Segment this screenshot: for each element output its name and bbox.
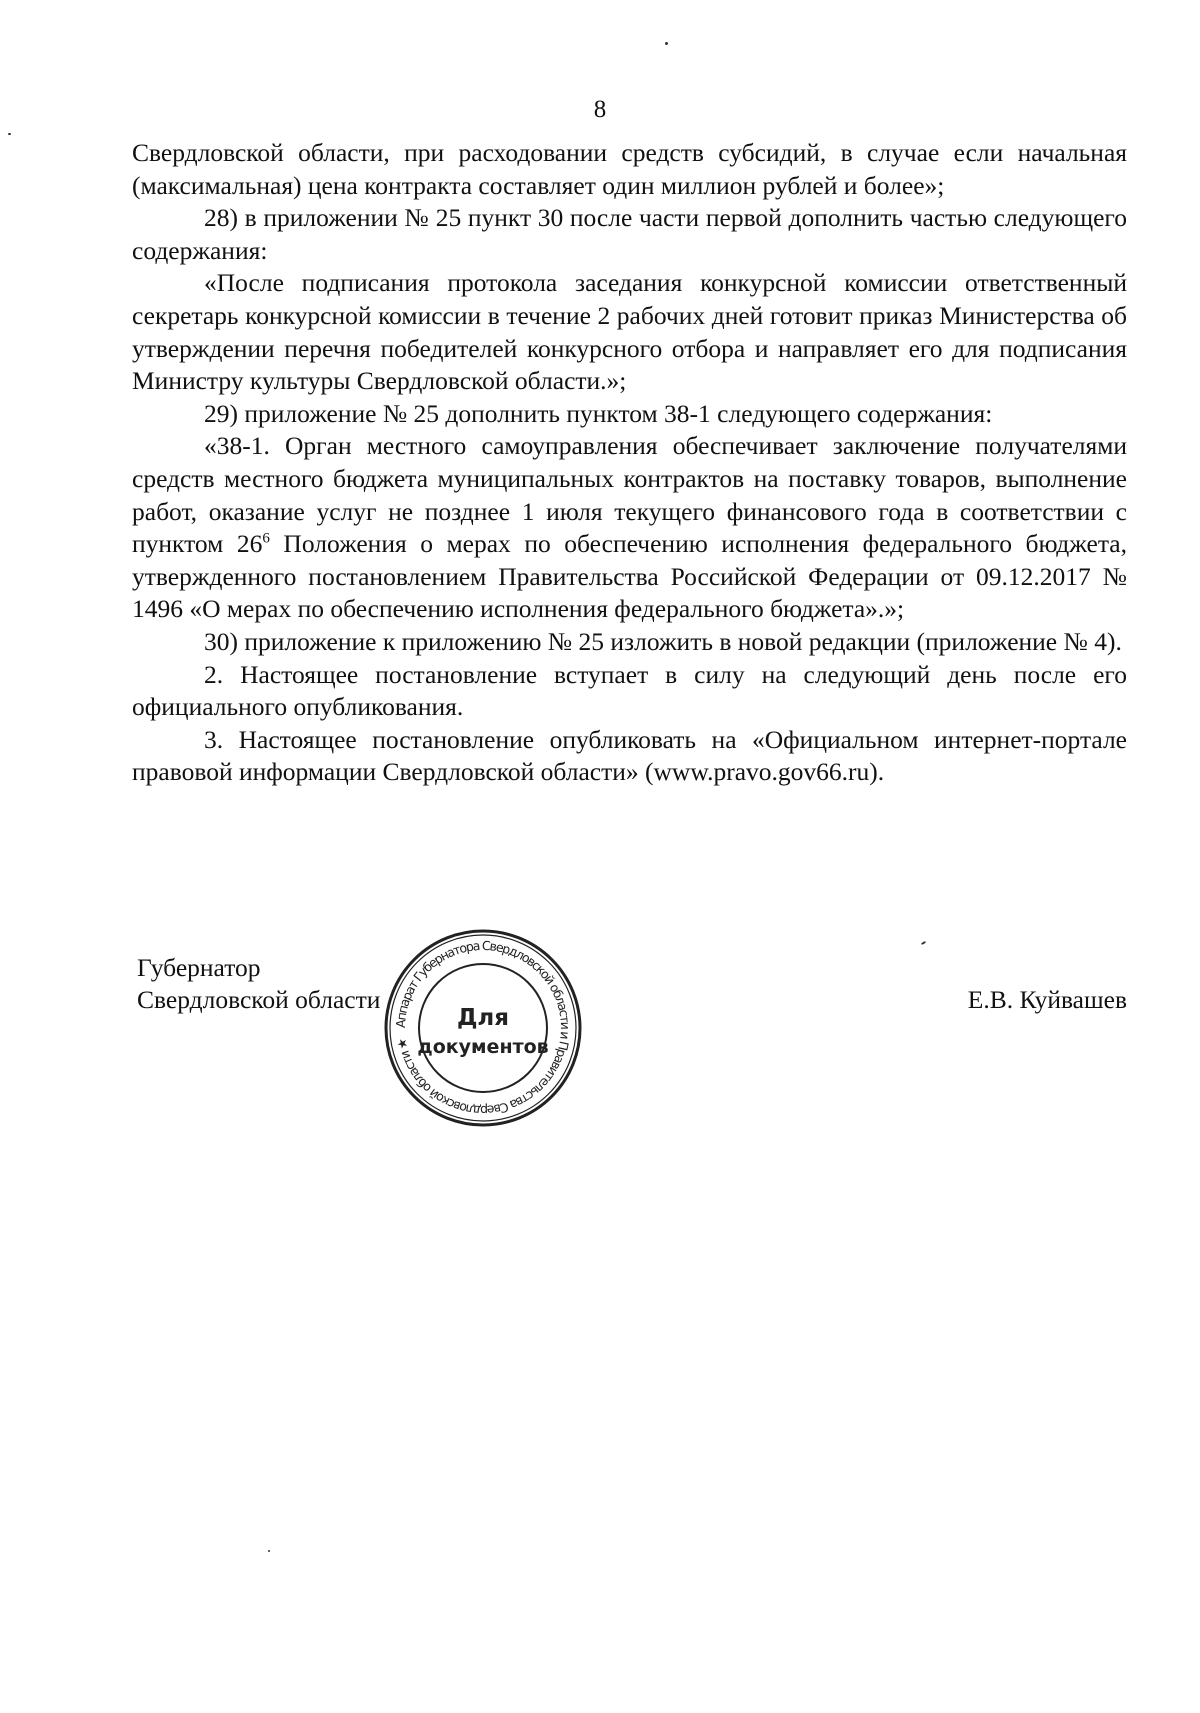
quote-38-1-text-before: «38-1. Орган местного самоуправления обеспечивает заключение получателями средств местного бюджета муниципальных контрактов на поставку товаров, выполнение работ, оказание услуг не позднее 1 июля текущего финансового года в соответствии с пунктом 26: [132, 431, 1127, 559]
stamp-seal-icon: [383, 928, 583, 1128]
document-stamp: [383, 928, 583, 1128]
stamp-center-line2: документов: [417, 1036, 549, 1058]
paragraph-item-29: 29) приложение № 25 дополнить пунктом 38-1 следующего содержания:: [204, 398, 993, 428]
quote-38-1-text-after: Положения о мерах по обеспечению исполнения федерального бюджета, утвержденного постановлением Правительства Российской Федерации от 09.12.2017 № 1496 «О мерах по обеспечению исполнения федерального бюджета».»;: [132, 529, 1127, 624]
paragraph-continuation: Свердловской области, при расходовании средств субсидий, в случае если начальная (максимальная) цена контракта составляет один миллион рублей и более»;: [132, 138, 1127, 200]
paragraph-clause-2: 2. Настоящее постановление вступает в силу на следующий день после его официального опубликования.: [132, 659, 1127, 722]
signature-title-line1: Губернатор: [137, 953, 261, 982]
stamp-ring-text: Аппарат Губернатора Свердловской области и Правительства Свердловской области ★: [392, 937, 574, 1119]
paragraph-item-30: 30) приложение к приложению № 25 изложить в новой редакции (приложение № 4).: [204, 626, 1122, 656]
scan-speck: [665, 42, 668, 45]
scan-speck: [921, 941, 926, 945]
signature-name: Е.В. Куйвашев: [967, 985, 1127, 1014]
page-number: 8: [593, 96, 607, 123]
paragraph-quote-28: «После подписания протокола заседания конкурсной комиссии ответственный секретарь конкурсной комиссии в течение 2 рабочих дней готовит приказ Министерства об утверждении перечня победителей конкурсного отбора и направляет его для подписания Министру культуры Свердловской области.»;: [132, 268, 1127, 396]
paragraph-item-28: 28) в приложении № 25 пункт 30 после части первой дополнить частью следующего содержания:: [132, 203, 1127, 265]
quote-38-1-superscript: 6: [262, 530, 270, 547]
paragraph-quote-38-1: [132, 430, 1127, 626]
scan-speck: [268, 1550, 270, 1552]
scan-speck: [8, 133, 11, 135]
signature-title-line2: Свердловской области: [137, 985, 381, 1014]
stamp-center-line1: Для: [456, 1005, 510, 1031]
signature-title: [137, 952, 380, 1016]
document-body: [132, 137, 1127, 789]
paragraph-clause-3: 3. Настоящее постановление опубликовать на «Официальном интернет-портале правовой информации Свердловской области» (www.pravo.gov66.ru).: [132, 724, 1127, 787]
